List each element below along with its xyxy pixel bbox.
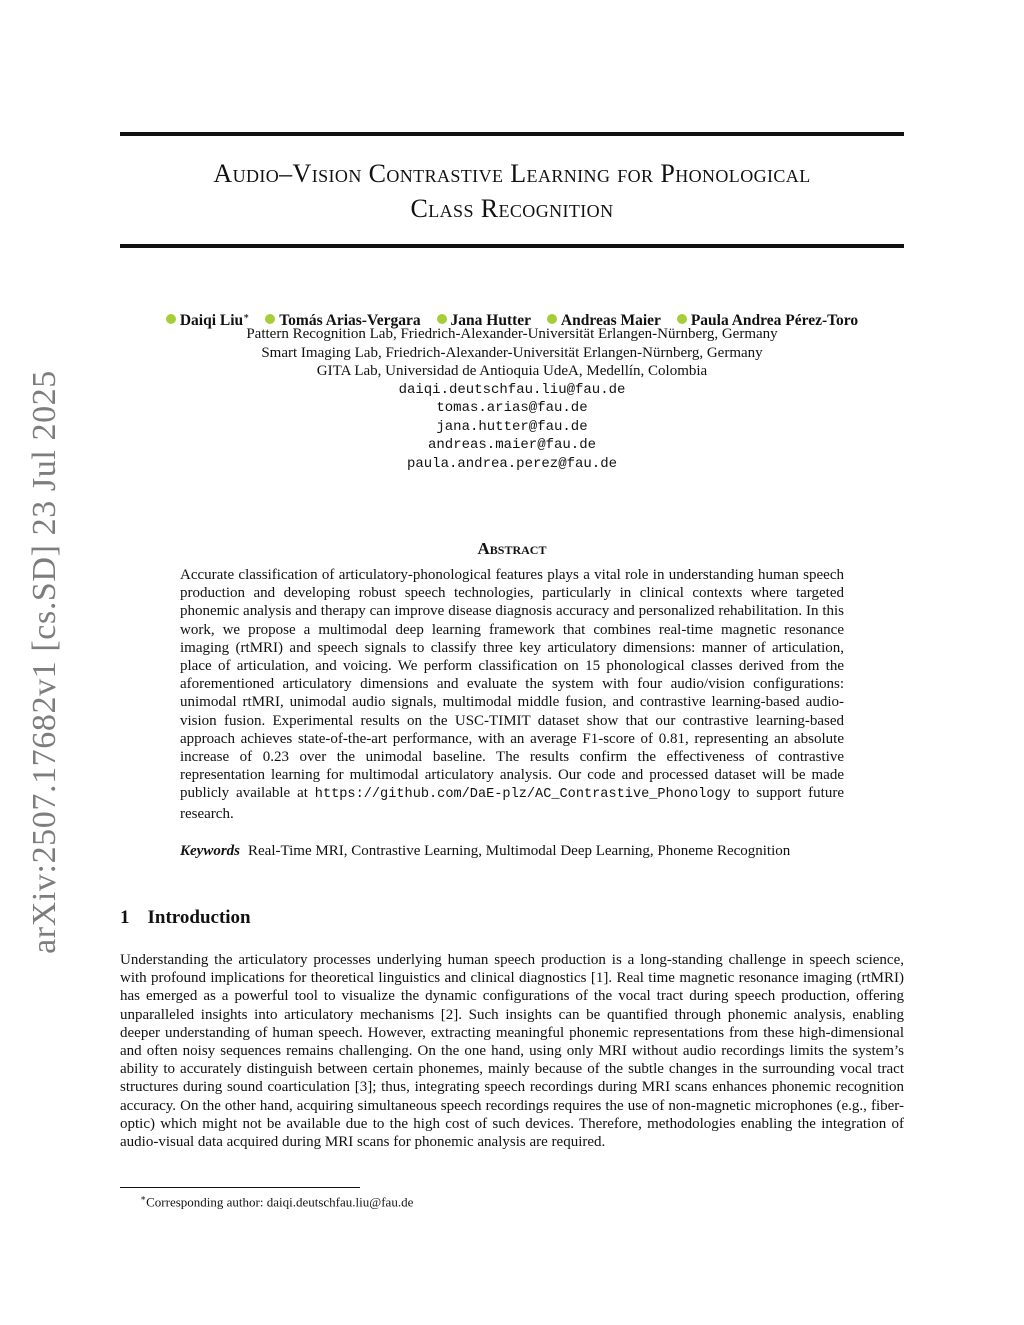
footnote-text: Corresponding author: daiqi.deutschfau.liu@fau.de	[146, 1194, 414, 1210]
affiliations-block	[100, 325, 924, 473]
abstract-tail-text: to support future research.	[180, 785, 844, 822]
paper-title	[120, 156, 904, 226]
orcid-icon[interactable]	[166, 314, 176, 324]
footnote-divider	[120, 1187, 360, 1188]
author-email[interactable]: paula.andrea.perez@fau.de	[406, 455, 618, 472]
author-email[interactable]: andreas.maier@fau.de	[427, 437, 597, 453]
author-email[interactable]: daiqi.deutschfau.liu@fau.de	[398, 381, 626, 398]
keywords-label: Keywords	[180, 843, 240, 859]
keywords-text: Real-Time MRI, Contrastive Learning, Multimodal Deep Learning, Phoneme Recognition	[248, 843, 791, 859]
section-heading-introduction	[120, 907, 251, 929]
orcid-icon[interactable]	[677, 314, 687, 324]
affiliation: GITA Lab, Universidad de Antioquia UdeA, Medellín, Colombia	[316, 363, 708, 379]
abstract-body-text: Accurate classification of articulatory-phonological features plays a vital role in understanding human speech production and developing robust speech technologies, particularly in clinical contexts where targeted phonemic analysis and therapy can improve disease diagnosis accuracy and personalized rehabilitation. In this work, we propose a multimodal deep learning framework that combines real-time magnetic resonance imaging (rtMRI) and speech signals to classify three key articulatory dimensions: manner of articulation, place of articulation, and voicing. We perform classification on 15 phonological classes derived from the aforementioned articulatory dimensions and evaluate the system with four audio/vision configurations: unimodal rtMRI, unimodal audio signals, multimodal middle fusion, and contrastive learning-based audio-vision fusion. Experimental results on the USC-TIMIT dataset show that our contrastive learning-based approach achieves state-of-the-art performance, with an average F1-score of 0.81, representing an absolute increase of 0.23 over the unimodal baseline. The results confirm the effectiveness of contrastive representation learning for multimodal articulatory analysis. Our code and processed dataset will be made publicly available at	[180, 567, 844, 802]
title-line-1: Audio–Vision Contrastive Learning for Phonological	[213, 159, 811, 188]
abstract-text	[180, 566, 844, 823]
abstract-heading: Abstract	[477, 539, 547, 558]
author-name: Tomás Arias-Vergara	[279, 312, 421, 330]
title-top-rule	[120, 132, 904, 136]
author-name: Andreas Maier	[560, 312, 661, 330]
orcid-icon[interactable]	[547, 314, 557, 324]
author-name: Jana Hutter	[450, 312, 532, 330]
orcid-icon[interactable]	[265, 314, 275, 324]
orcid-icon[interactable]	[437, 314, 447, 324]
section-number: 1	[120, 907, 130, 928]
footnote-mark: ∗	[140, 1193, 147, 1203]
author-name: Daiqi Liu	[179, 312, 244, 330]
arxiv-identifier-stamp: arXiv:2507.17682v1 [cs.SD] 23 Jul 2025	[26, 370, 63, 954]
code-repository-link[interactable]: https://github.com/DaE-plz/AC_Contrastive_Phonology	[314, 787, 731, 803]
author-email[interactable]: tomas.arias@fau.de	[436, 400, 588, 416]
affiliation: Pattern Recognition Lab, Friedrich-Alexander-Universität Erlangen-Nürnberg, Germany	[246, 326, 778, 342]
section-title: Introduction	[147, 907, 251, 928]
title-bottom-rule	[120, 244, 904, 248]
keywords	[180, 842, 844, 860]
author-email[interactable]: jana.hutter@fau.de	[436, 418, 588, 435]
affiliation: Smart Imaging Lab, Friedrich-Alexander-Universität Erlangen-Nürnberg, Germany	[261, 344, 763, 361]
title-line-2: Class Recognition	[410, 194, 614, 223]
author-name: Paula Andrea Pérez-Toro	[690, 312, 859, 330]
author-footnote-mark: ∗	[243, 311, 250, 321]
introduction-paragraph: Understanding the articulatory processes underlying human speech production is a long-standing challenge in speech science, with profound implications for theoretical linguistics and clinical diagnostics [1]. Real time magnetic resonance imaging (rtMRI) has emerged as a powerful tool to visualize the dynamic configurations of the vocal tract during speech production, offering unparalleled insights into articulatory mechanisms [2]. Such insights can be quantified through phonemic analysis, enabling deeper understanding of human speech. However, extracting meaningful phonemic representations from these high-dimensional and often noisy sequences remains challenging. On the one hand, using only MRI without audio recordings limits the system’s ability to accurately distinguish between certain phonemes, mainly because of the subtle changes in the surrounding vocal tract structures during sound coarticulation [3]; thus, integrating speech recordings during MRI scans enhances phonemic recognition accuracy. On the other hand, acquiring simultaneous speech recordings requires the use of non-magnetic microphones (e.g., fiber-optic) which might not be available due to the high cost of such devices. Therefore, methodologies enabling the integration of audio-visual data acquired during MRI scans for phonemic analysis are required.	[120, 952, 904, 1151]
corresponding-author-footnote	[140, 1190, 413, 1210]
